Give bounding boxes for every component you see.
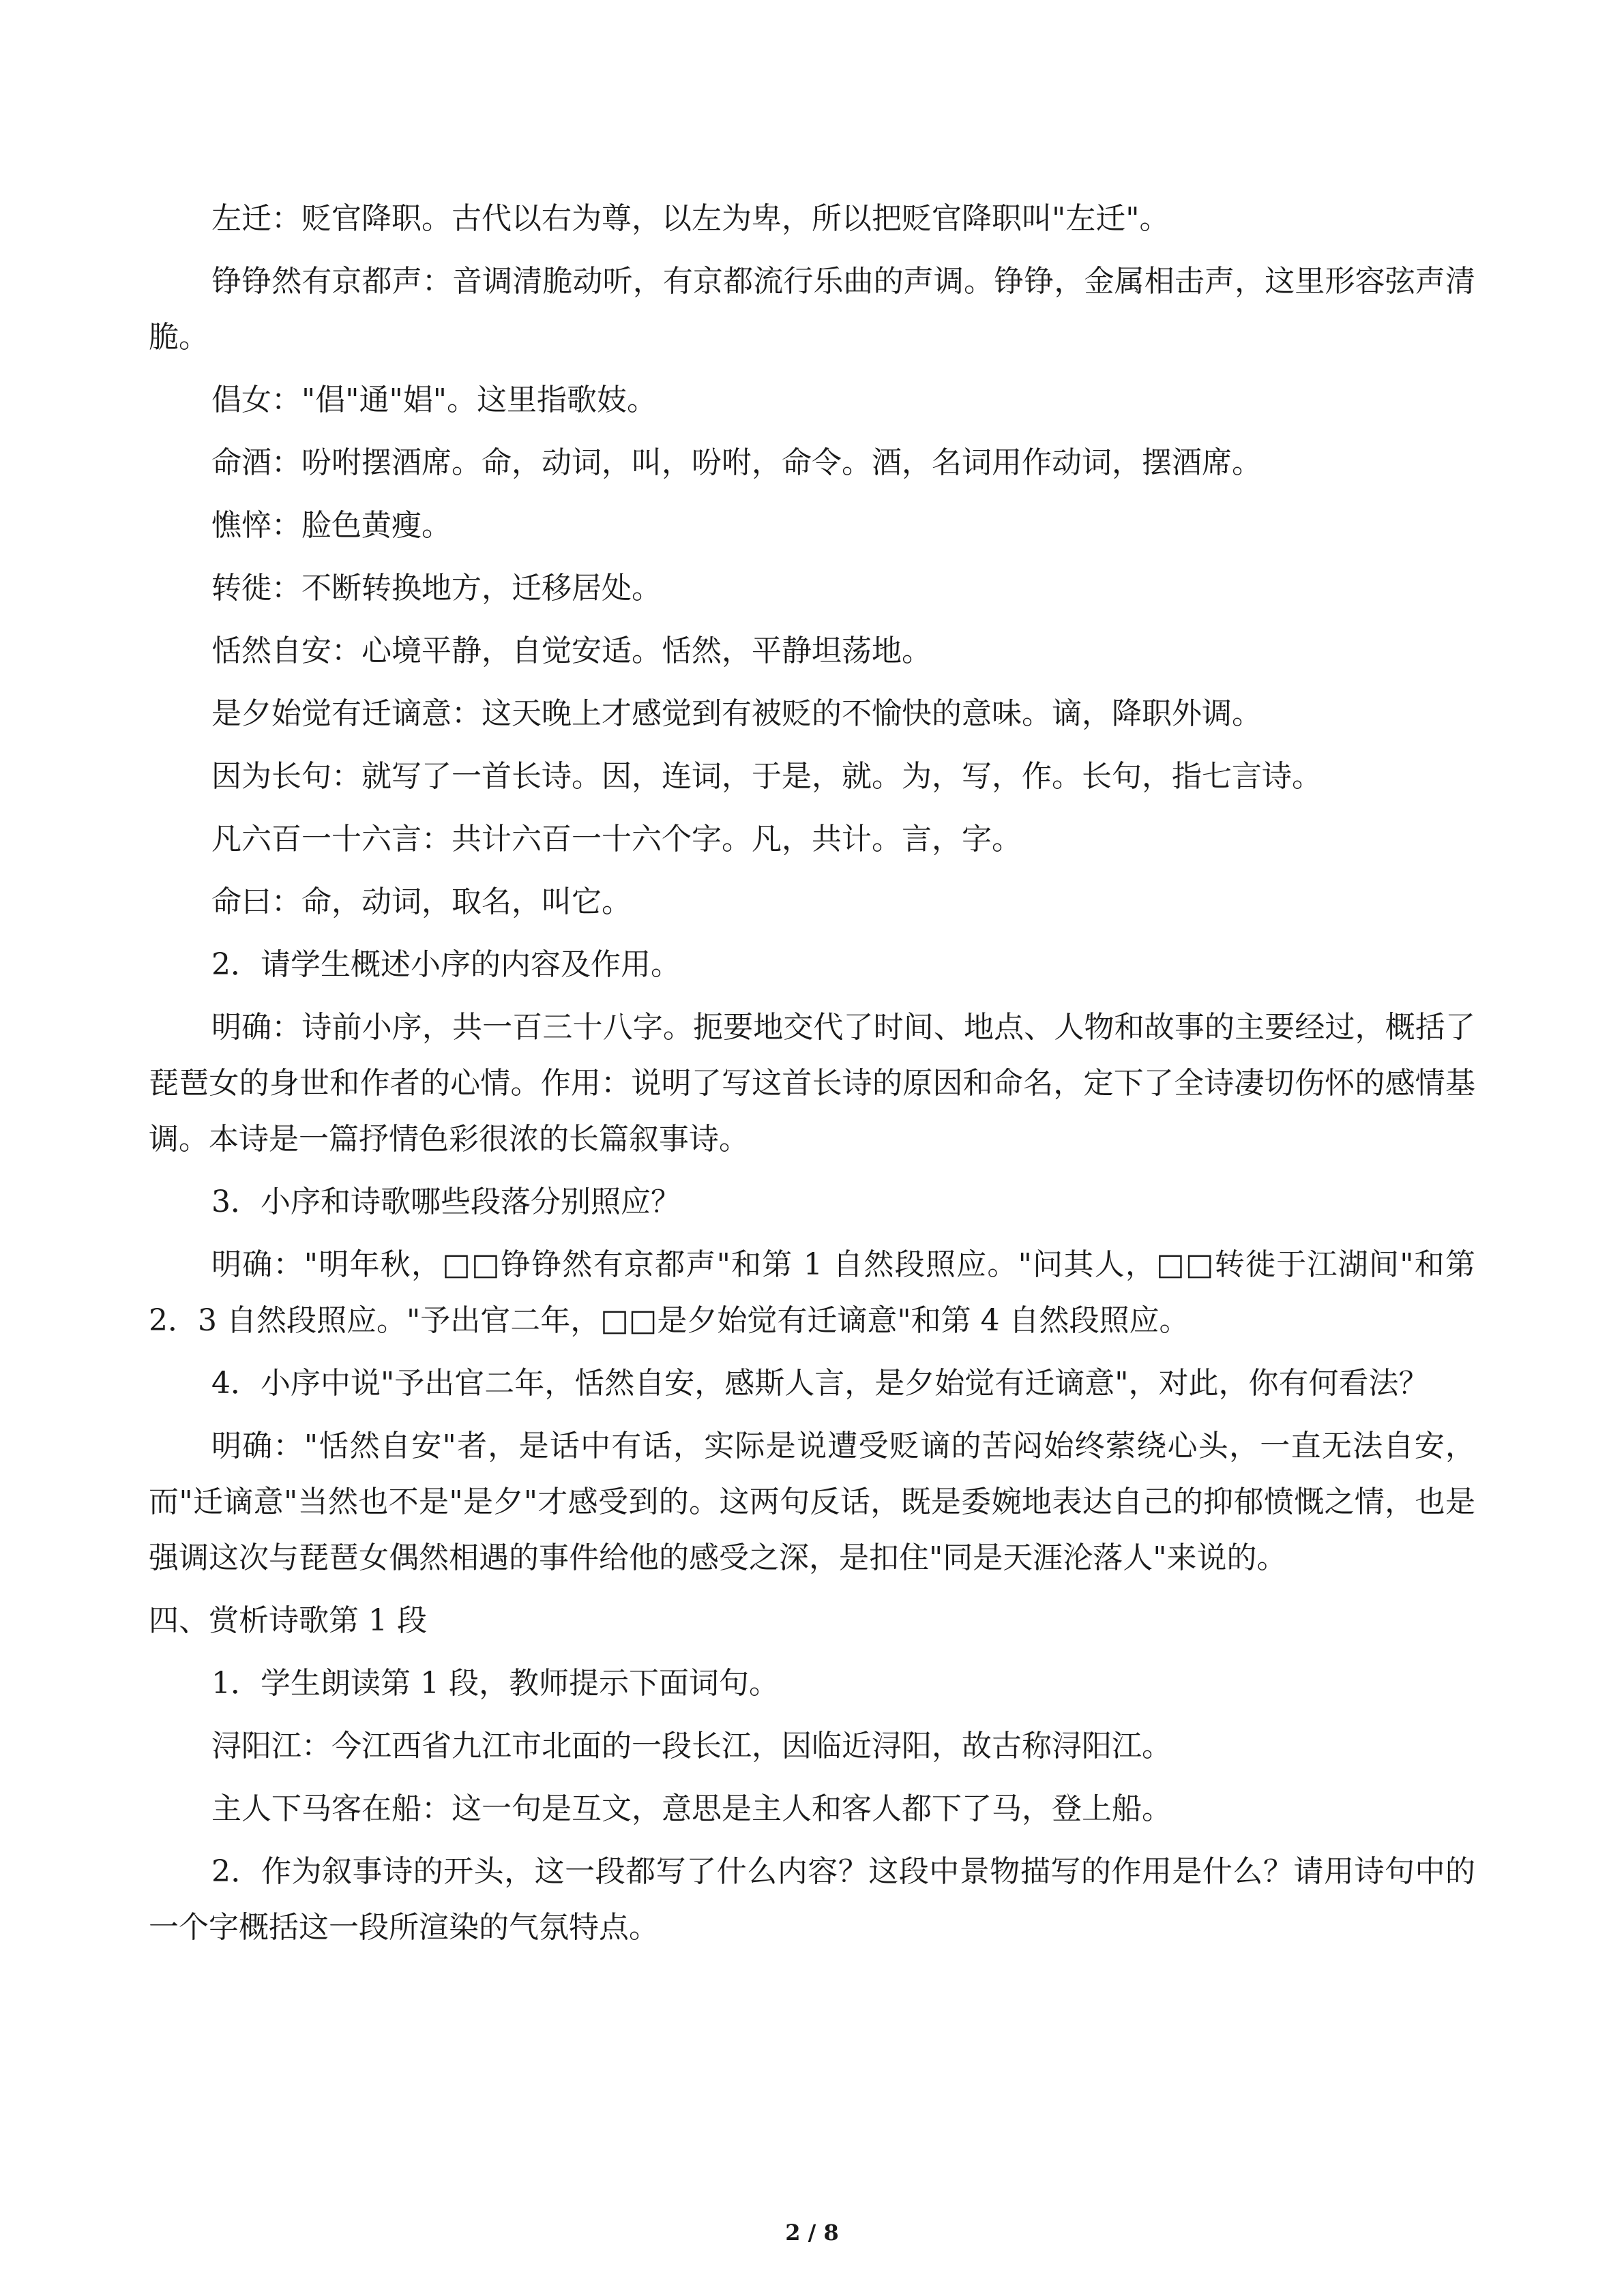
paragraph: 是夕始觉有迁谪意：这天晚上才感觉到有被贬的不愉快的意味。谪，降职外调。 [211,696,1262,731]
document-page [149,191,1475,1963]
paragraph: 憔悴：脸色黄瘦。 [211,508,452,543]
answer-paragraph: 明确：诗前小序，共一百三十八字。扼要地交代了时间、地点、人物和故事的主要经过，概括了琵琶女的身世和作者的心情。作用：说明了写这首长诗的原因和命名，定下了全诗凄切伤怀的感情基调。本诗是一篇抒情色彩很浓的长篇叙事诗。 [149,1010,1475,1157]
paragraph: 主人下马客在船：这一句是互文，意思是主人和客人都下了马，登上船。 [211,1791,1172,1826]
paragraph: 铮铮然有京都声：音调清脆动听，有京都流行乐曲的声调。铮铮，金属相击声，这里形容弦声清脆。 [149,264,1475,355]
paragraph: 转徙：不断转换地方，迁移居处。 [211,571,662,606]
paragraph: 恬然自安：心境平静，自觉安适。恬然，平静坦荡地。 [211,633,932,668]
page-number: 2 / 8 [785,2220,839,2246]
paragraph: 浔阳江：今江西省九江市北面的一段长江，因临近浔阳，故古称浔阳江。 [211,1729,1172,1763]
question-heading: 2．作为叙事诗的开头，这一段都写了什么内容？这段中景物描写的作用是什么？请用诗句中的一个字概括这一段所渲染的气氛特点。 [149,1854,1475,1945]
paragraph: 倡女："倡"通"娼"。这里指歌妓。 [211,383,657,417]
section-heading: 四、赏析诗歌第 1 段 [149,1603,427,1638]
question-heading: 4．小序中说"予出官二年，恬然自安，感斯人言，是夕始觉有迁谪意"，对此，你有何看法？ [211,1366,1429,1401]
answer-paragraph: 明确："恬然自安"者，是话中有话，实际是说遭受贬谪的苦闷始终萦绕心头，一直无法自安，而"迁谪意"当然也不是"是夕"才感受到的。这两句反话，既是委婉地表达自己的抑郁愤慨之情，也是强调这次与琵琶女偶然相遇的事件给他的感受之深，是扣住"同是天涯沦落人"来说的。 [149,1429,1475,1575]
paragraph: 凡六百一十六言：共计六百一十六个字。凡，共计。言，字。 [211,822,1022,856]
question-heading: 3．小序和诗歌哪些段落分别照应？ [211,1184,681,1219]
paragraph: 因为长句：就写了一首长诗。因，连词，于是，就。为，写，作。长句，指七言诗。 [211,759,1322,794]
paragraph: 左迁：贬官降职。古代以右为尊，以左为卑，所以把贬官降职叫"左迁"。 [211,201,1170,236]
question-heading: 2．请学生概述小序的内容及作用。 [211,947,681,982]
question-heading: 1．学生朗读第 1 段，教师提示下面词句。 [211,1666,779,1701]
answer-paragraph: 明确："明年秋，□□铮铮然有京都声"和第 1 自然段照应。"问其人，□□转徙于江湖间"和第 2．3 自然段照应。"予出官二年，□□是夕始觉有迁谪意"和第 4 自然段照应。 [149,1247,1475,1338]
paragraph: 命曰：命，动词，取名，叫它。 [211,884,632,919]
paragraph: 命酒：吩咐摆酒席。命，动词，叫，吩咐，命令。酒，名词用作动词，摆酒席。 [211,445,1262,480]
